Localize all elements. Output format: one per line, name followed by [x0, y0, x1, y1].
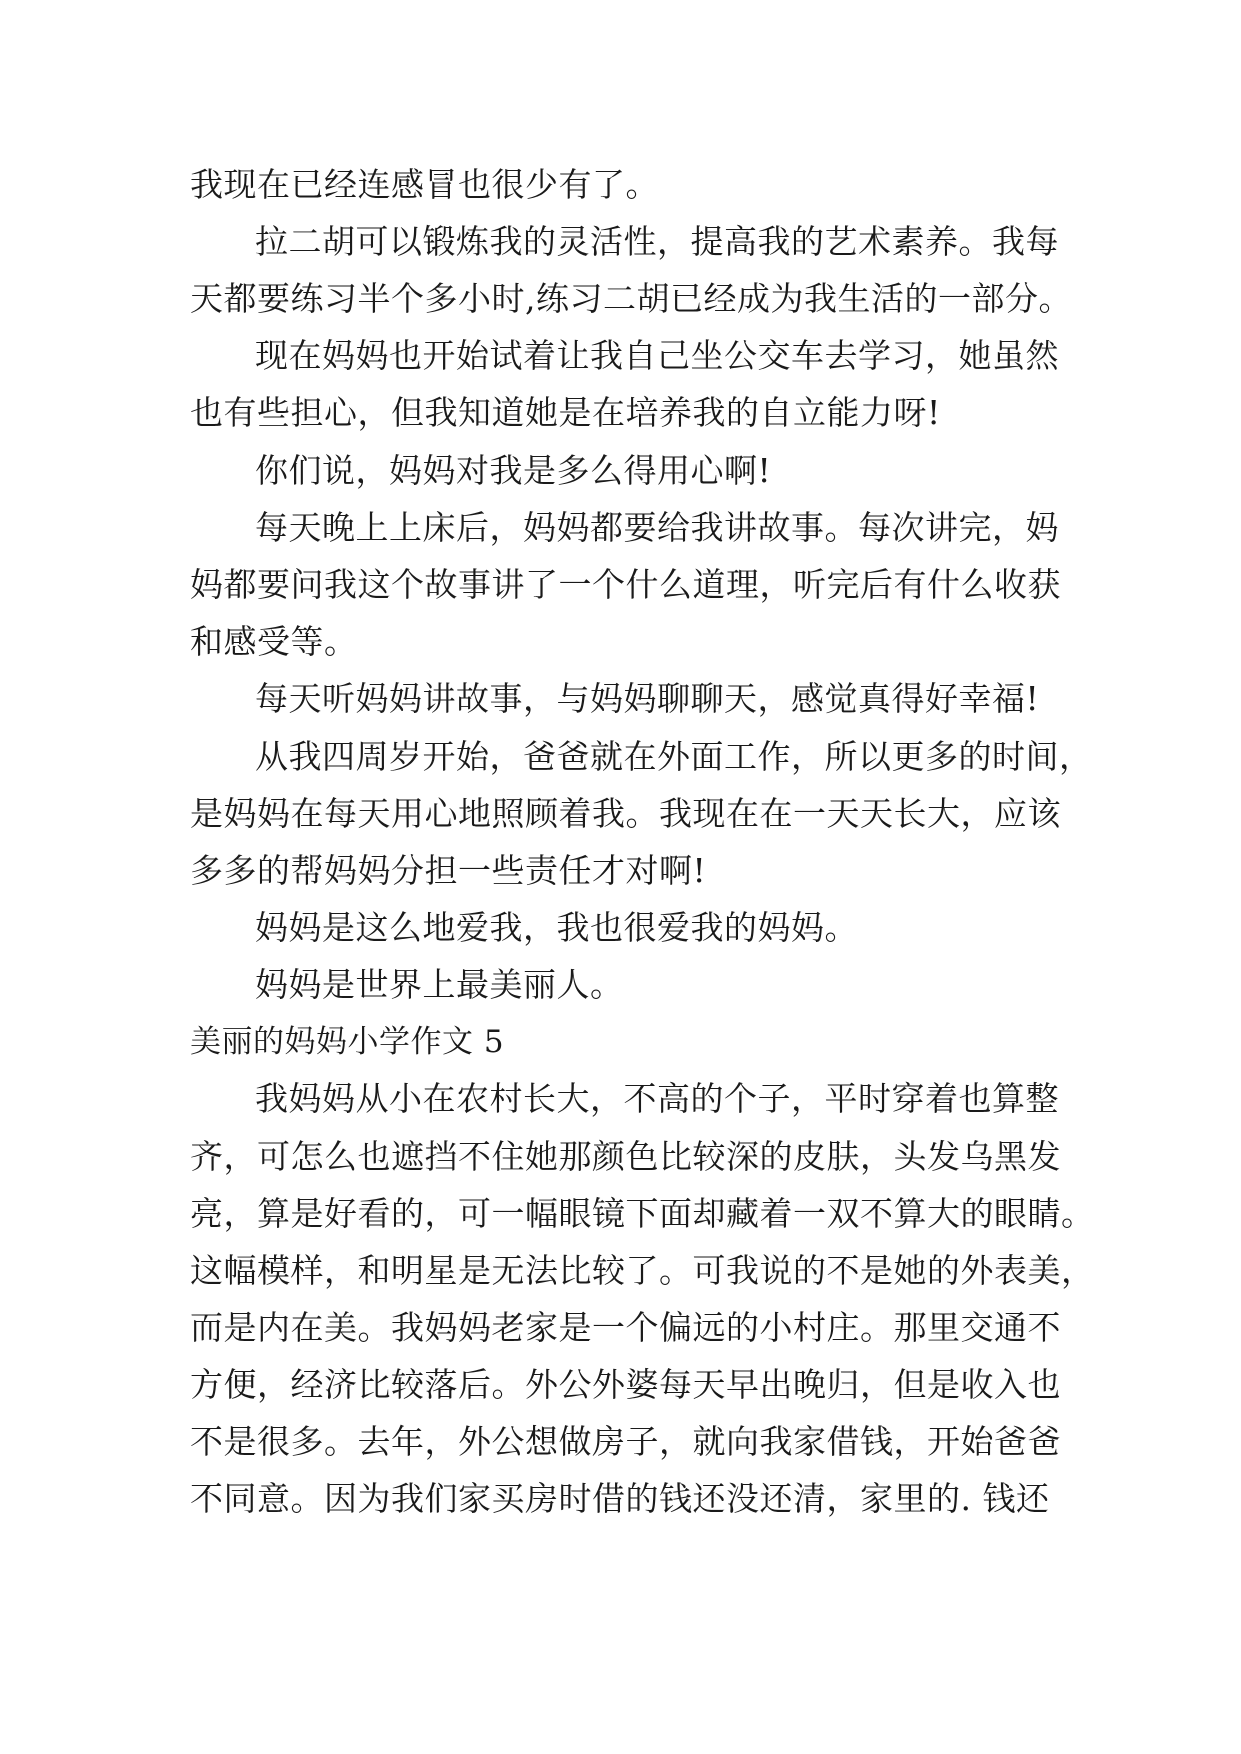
text-line: 这幅模样，和明星是无法比较了。可我说的不是她的外表美，	[190, 1251, 1095, 1290]
text-line: 而是内在美。我妈妈老家是一个偏远的小村庄。那里交通不	[190, 1308, 1061, 1347]
text-line: 妈都要问我这个故事讲了一个什么道理，听完后有什么收获	[190, 565, 1061, 604]
section-title: 美丽的妈妈小学作文 5	[190, 1024, 505, 1060]
text-line: 和感受等。	[190, 622, 358, 661]
text-line: 是妈妈在每天用心地照顾着我。我现在在一天天长大，应该	[190, 794, 1061, 833]
paragraph-start: 现在妈妈也开始试着让我自己坐公交车去学习，她虽然	[255, 336, 1059, 375]
text-line: 不是很多。去年，外公想做房子，就向我家借钱，开始爸爸	[190, 1422, 1061, 1461]
paragraph-start: 每天晚上上床后，妈妈都要给我讲故事。每次讲完，妈	[255, 508, 1059, 547]
paragraph-start: 从我四周岁开始，爸爸就在外面工作，所以更多的时间，	[255, 737, 1093, 776]
text-line: 天都要练习半个多小时,练习二胡已经成为我生活的一部分。	[190, 279, 1072, 318]
text-line: 亮，算是好看的，可一幅眼镜下面却藏着一双不算大的眼睛。	[190, 1194, 1095, 1233]
text-line: 方便，经济比较落后。外公外婆每天早出晚归，但是收入也	[190, 1365, 1061, 1404]
paragraph-start: 你们说，妈妈对我是多么得用心啊!	[255, 451, 772, 490]
paragraph-start: 妈妈是世界上最美丽人。	[255, 965, 624, 1004]
paragraph-start: 我妈妈从小在农村长大，不高的个子，平时穿着也算整	[255, 1079, 1059, 1118]
text-line: 齐，可怎么也遮挡不住她那颜色比较深的皮肤，头发乌黑发	[190, 1137, 1061, 1176]
text-line: 我现在已经连感冒也很少有了。	[190, 165, 659, 204]
text-line: 不同意。因为我们家买房时借的钱还没还清，家里的. 钱还	[190, 1479, 1050, 1518]
text-line: 多多的帮妈妈分担一些责任才对啊!	[190, 851, 707, 890]
paragraph-start: 拉二胡可以锻炼我的灵活性，提高我的艺术素养。我每	[255, 222, 1059, 261]
text-line: 也有些担心，但我知道她是在培养我的自立能力呀!	[190, 393, 941, 432]
paragraph-start: 每天听妈妈讲故事，与妈妈聊聊天，感觉真得好幸福!	[255, 679, 1040, 718]
paragraph-start: 妈妈是这么地爱我，我也很爱我的妈妈。	[255, 908, 858, 947]
